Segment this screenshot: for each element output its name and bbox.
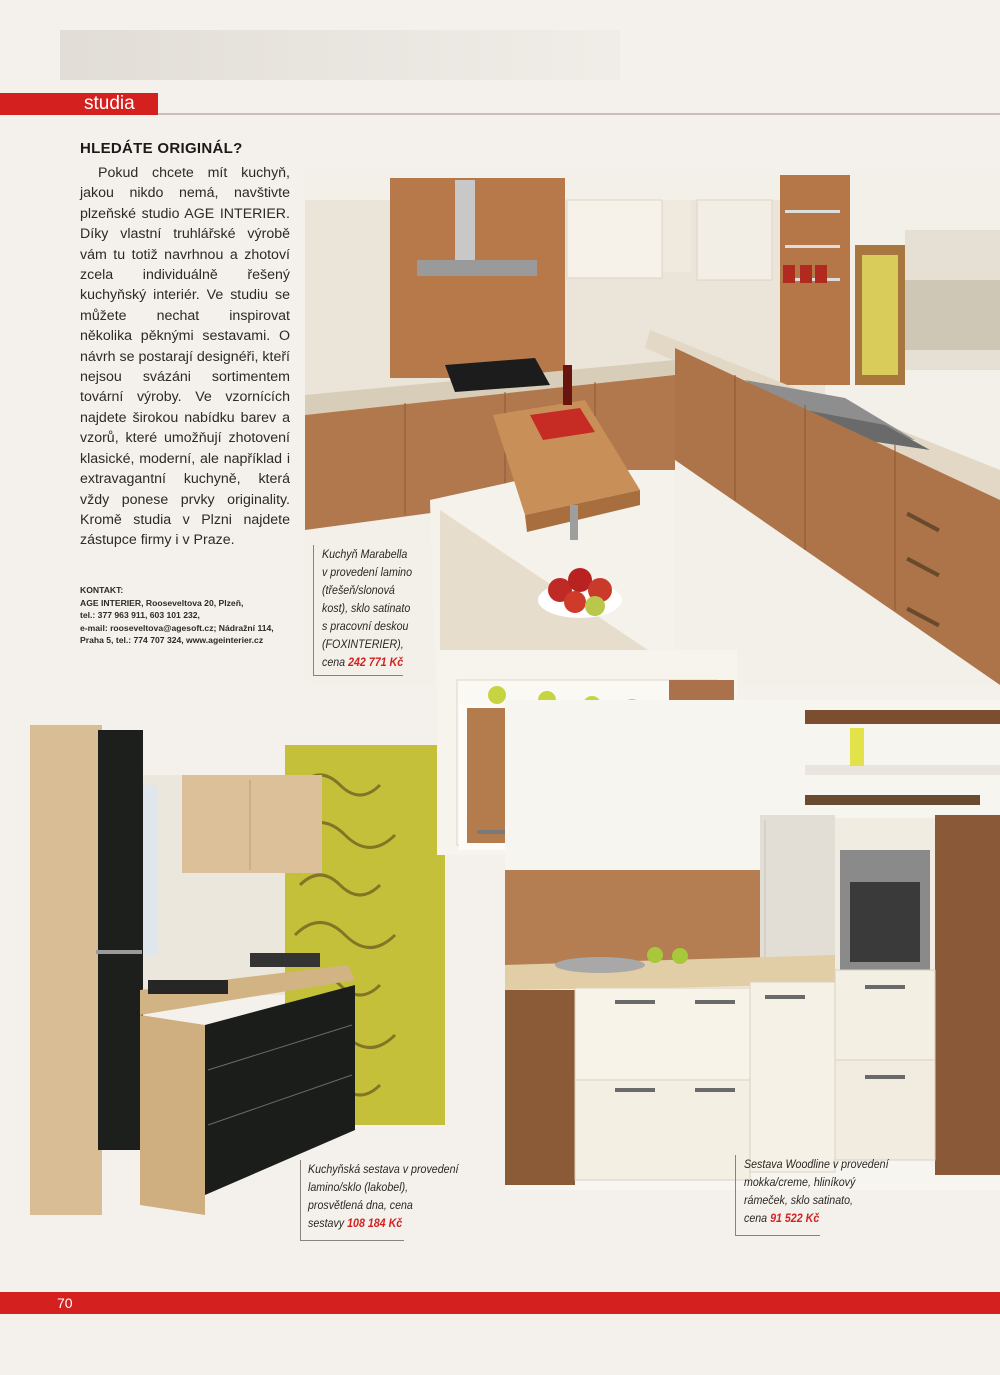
caption-line: v provedení lamino [322, 565, 413, 579]
photo-woodline-kitchen [505, 700, 1000, 1190]
contact-line: Praha 5, tel.: 774 707 324, www.ageinterier.cz [80, 635, 264, 646]
article-headline: HLEDÁTE ORIGINÁL? [80, 140, 243, 157]
caption-rule [300, 1160, 301, 1240]
caption-price-prefix: cena [744, 1211, 771, 1225]
section-band-rule [158, 113, 1000, 115]
section-band [0, 93, 1000, 115]
article-body: Pokud chcete mít kuchyň, jakou nikdo nemá, navštivte plzeňské studio AGE INTERIER. Díky vlastní truhlářské výrobě vám tu totiž navrhnou a zhotoví zcela individuálně řešený kuchyňský interiér. Ve studiu se můžete nechat inspirovat několika pěknými sestavami. O návrh se postarají designéři, kteří nejsou svázáni sortimentem tovární výroby. Ve vzornících najdete širokou nabídku barev a vzorů, které umožňují zhotovení klasické, moderní, ale například i extravagantní kuchyně, která vždy ponese prvky originality. Kromě studia v Plzni najdete zástupce firmy i v Praze. [80, 165, 290, 549]
caption-price: 91 522 Kč [770, 1211, 820, 1225]
contact-line: tel.: 377 963 911, 603 101 232, [80, 610, 200, 621]
lakobel-kitchen-illustration [30, 725, 450, 1220]
caption-price-line [308, 1214, 480, 1232]
caption-marabella [322, 545, 434, 671]
caption-lakobel [308, 1160, 480, 1232]
caption-rule [735, 1155, 736, 1235]
page-number: 70 [57, 1295, 73, 1311]
caption-line: prosvětlená dna, cena [308, 1198, 413, 1212]
caption-line: Kuchyňská sestava v provedení [308, 1162, 459, 1176]
section-label: studia [84, 93, 135, 114]
contact-line: AGE INTERIER, Rooseveltova 20, Plzeň, [80, 597, 244, 608]
caption-price-line [744, 1209, 916, 1227]
caption-rule [313, 545, 314, 675]
caption-line: rámeček, sklo satinato, [744, 1193, 853, 1207]
caption-line: (třešeň/slonová [322, 583, 395, 597]
caption-line: s pracovní deskou [322, 619, 409, 633]
contact-block [80, 584, 295, 647]
caption-line: mokka/creme, hliníkový [744, 1175, 856, 1189]
caption-price-prefix: cena [322, 655, 349, 669]
caption-line: Kuchyň Marabella [322, 547, 408, 561]
article [80, 140, 290, 551]
caption-price: 242 771 Kč [348, 655, 404, 669]
faded-header [60, 30, 620, 80]
caption-woodline [744, 1155, 916, 1227]
caption-line: Sestava Woodline v provedení [744, 1157, 889, 1171]
footer-band [0, 1292, 1000, 1314]
caption-line: kost), sklo satinato [322, 601, 411, 615]
caption-line: (FOXINTERIER), [322, 637, 404, 651]
woodline-kitchen-illustration [505, 700, 1000, 1190]
photo-lakobel-kitchen [30, 725, 450, 1220]
caption-rule [313, 675, 403, 676]
caption-line: lamino/sklo (lakobel), [308, 1180, 409, 1194]
contact-line: e-mail: rooseveltova@agesoft.cz; Nádražní 114, [80, 622, 274, 633]
caption-rule [735, 1235, 820, 1236]
caption-rule [300, 1240, 404, 1241]
contact-title: KONTAKT: [80, 585, 124, 595]
caption-price: 108 184 Kč [347, 1216, 403, 1230]
caption-price-line [322, 653, 434, 671]
caption-price-prefix: sestavy [308, 1216, 348, 1230]
